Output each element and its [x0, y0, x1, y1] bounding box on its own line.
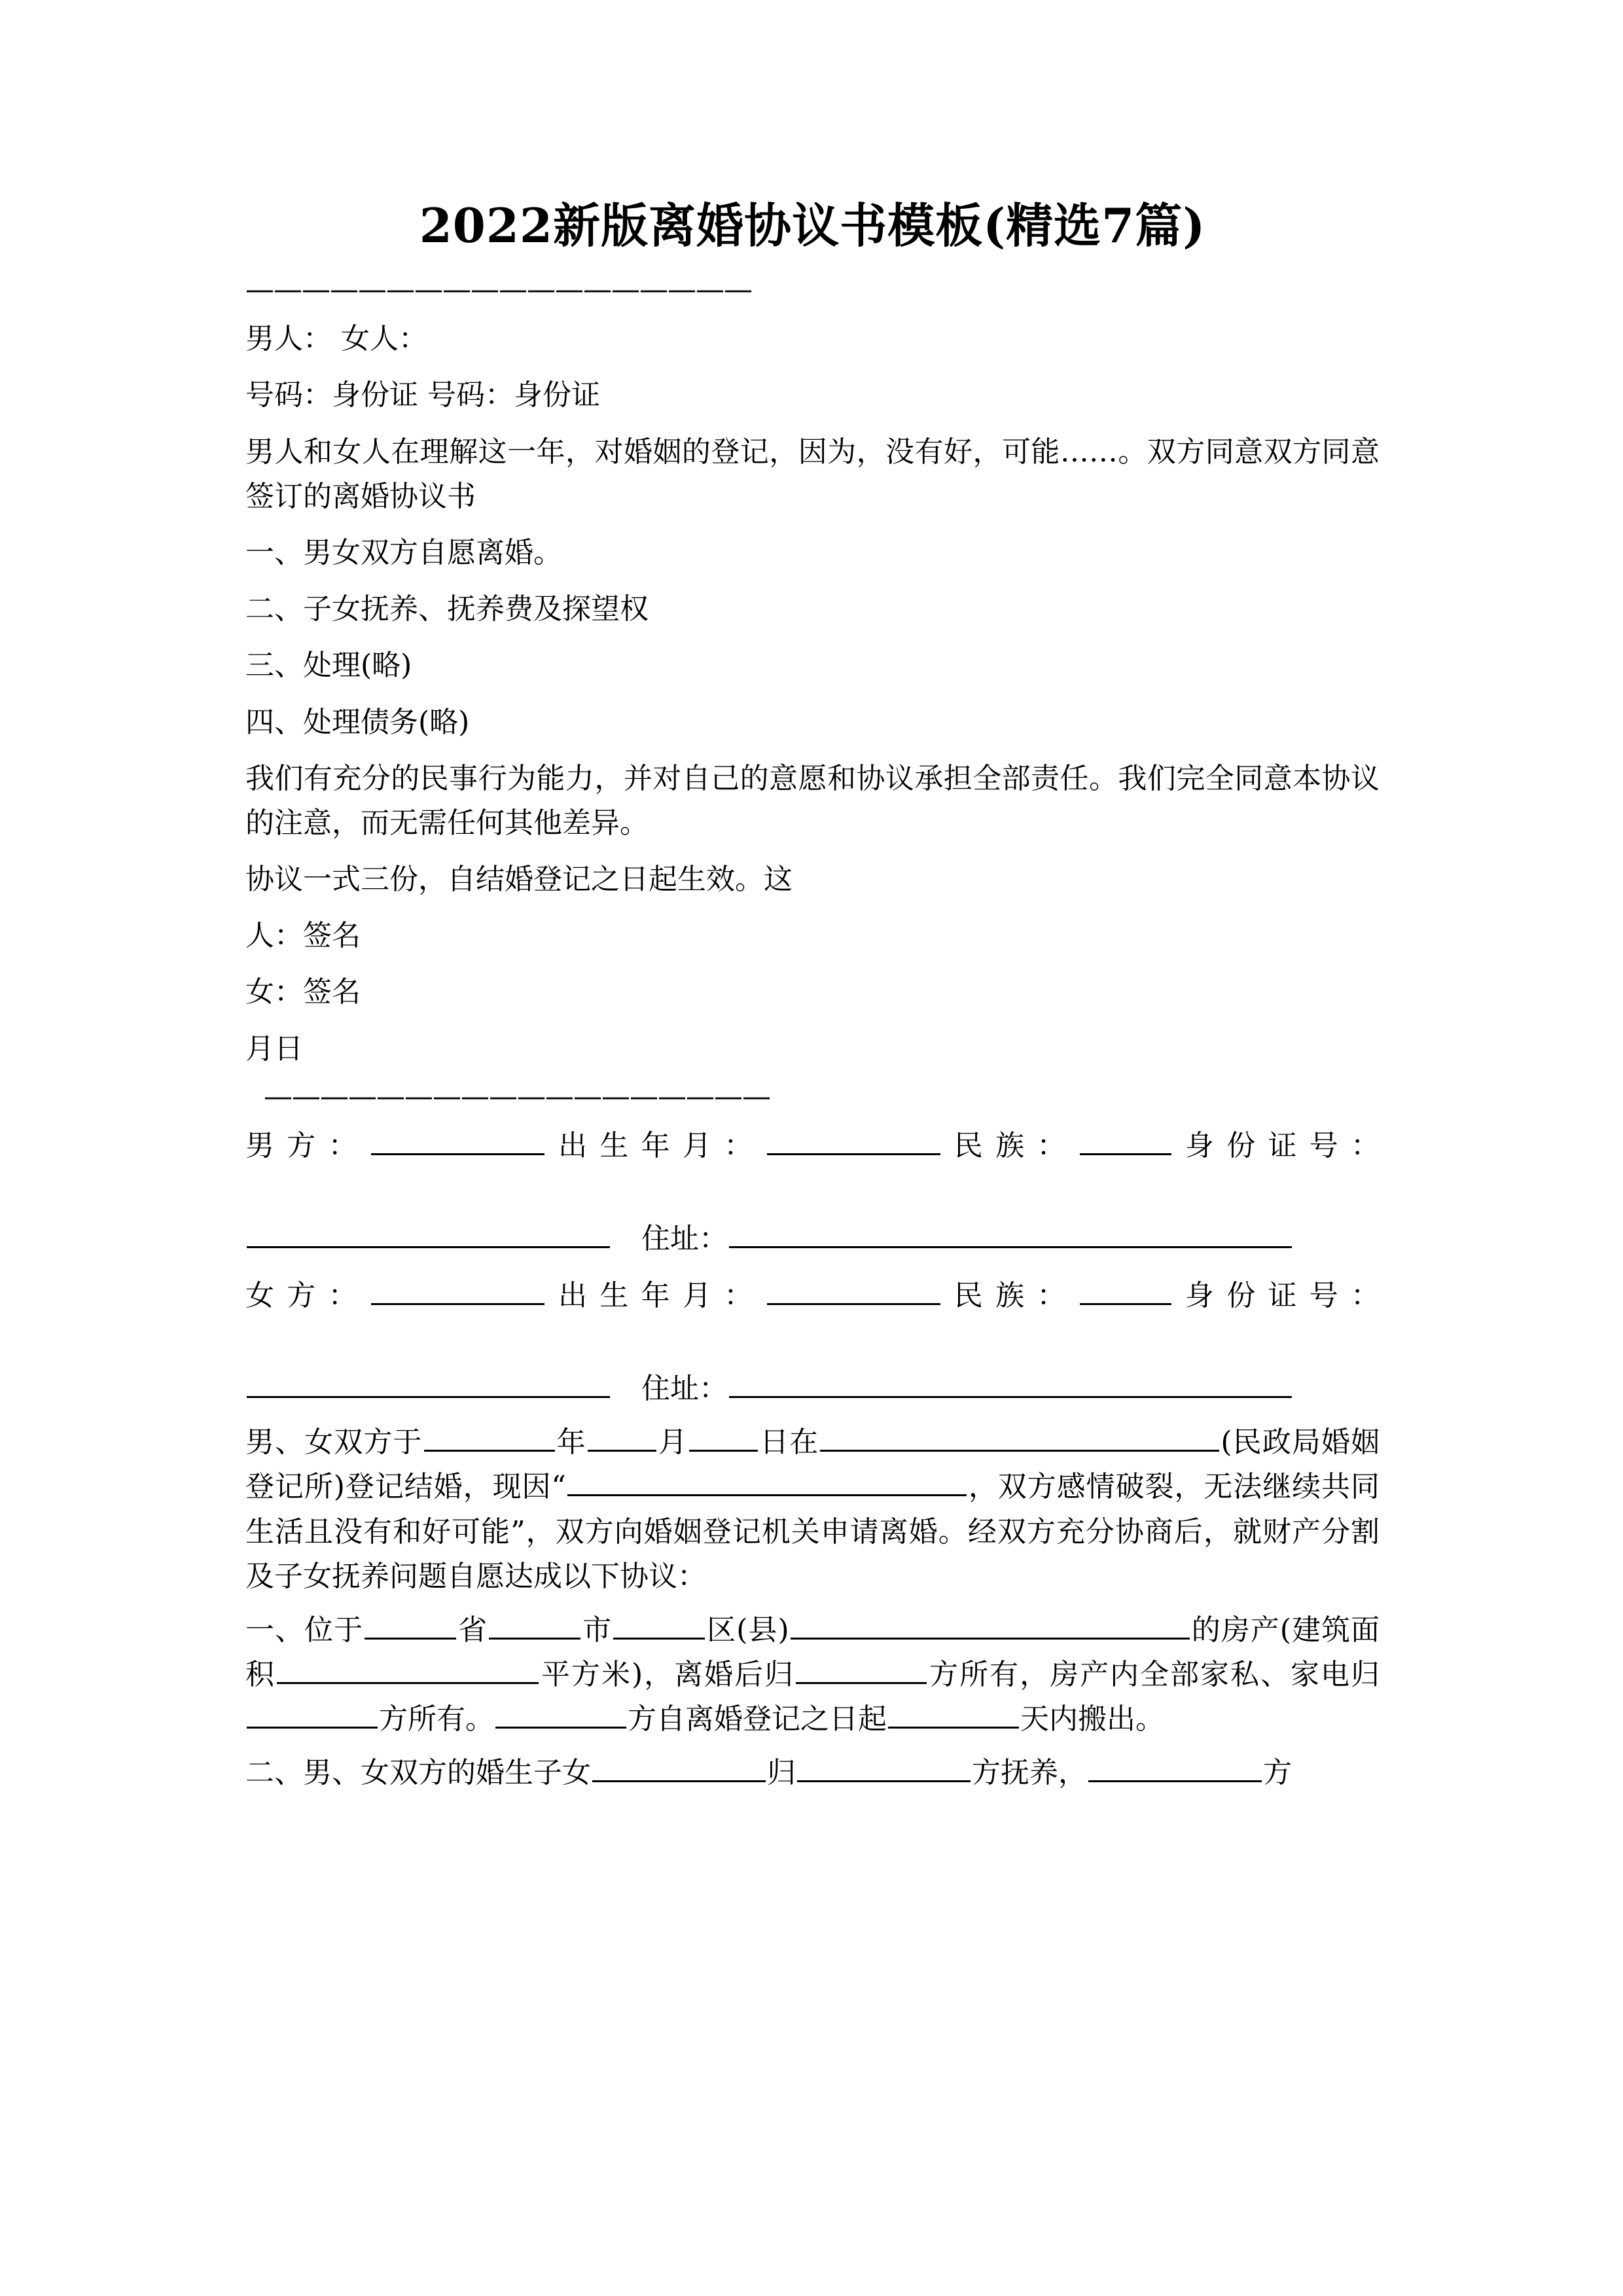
blank-property-owner[interactable] [796, 1657, 927, 1684]
text-district: 区(县) [706, 1613, 789, 1647]
label-male-ethnicity: 民族： [941, 1129, 1079, 1162]
blank-support-party[interactable] [1088, 1755, 1262, 1782]
signature-line-male: 人：签名 [245, 919, 361, 953]
signature-line-female: 女：签名 [245, 975, 361, 1009]
blank-city[interactable] [489, 1613, 580, 1640]
label-female-birth: 出生年月： [545, 1278, 766, 1312]
text-child-to: 归 [767, 1756, 796, 1790]
label-female-party: 女方： [245, 1278, 370, 1312]
blank-marriage-month[interactable] [588, 1425, 656, 1452]
marriage-registration-paragraph [245, 1411, 1380, 1599]
blank-male-birth[interactable] [767, 1128, 940, 1155]
text-custody: 方抚养， [972, 1756, 1087, 1790]
text-registry-suffix: (民政局婚姻登记所)登记结婚，现因“ [245, 1426, 1380, 1504]
text-month: 月 [657, 1426, 688, 1460]
blank-marriage-day[interactable] [689, 1425, 758, 1452]
blank-child-name[interactable] [592, 1755, 766, 1782]
section-separator-top: —————————————————— [245, 273, 752, 306]
label-female-address: 住址： [641, 1371, 728, 1405]
blank-female-address[interactable] [729, 1371, 1292, 1398]
blank-female-name[interactable] [371, 1278, 544, 1305]
form-row-female-party [245, 1262, 1380, 1363]
text-marriage-prefix: 男、女双方于 [245, 1426, 423, 1460]
id-number-label-line: 号码：身份证 号码：身份证 [245, 378, 600, 412]
text-owner-and-furniture: 方所有，房产内全部家私、家电归 [928, 1658, 1380, 1692]
text-city: 市 [582, 1613, 613, 1647]
text-moveout-days: 天内搬出。 [1020, 1702, 1164, 1736]
text-day-at: 日在 [759, 1426, 819, 1460]
form-row-female-address [245, 1363, 1380, 1411]
blank-divorce-reason[interactable] [567, 1469, 967, 1496]
blank-furniture-owner[interactable] [247, 1702, 378, 1729]
text-clause1-prefix: 一、位于 [245, 1613, 364, 1647]
blank-male-ethnicity[interactable] [1080, 1128, 1171, 1155]
clause-item-2: 二、子女抚养、抚养费及探望权 [245, 592, 649, 626]
blank-custody-party[interactable] [797, 1755, 971, 1782]
page-title: 2022新版离婚协议书模板(精选7篇) [419, 198, 1206, 253]
label-male-birth: 出生年月： [545, 1129, 766, 1162]
blank-province[interactable] [365, 1613, 456, 1640]
text-support-party: 方 [1263, 1756, 1292, 1790]
label-male-address: 住址： [641, 1222, 728, 1256]
intro-paragraph: 男人和女人在理解这一年，对婚姻的登记，因为，没有好，可能……。双方同意双方同意签订的离婚协议书 [245, 435, 1380, 513]
blank-male-address[interactable] [729, 1221, 1292, 1248]
text-year: 年 [556, 1426, 586, 1460]
blank-male-name[interactable] [371, 1128, 544, 1155]
signature-date-line: 月日 [245, 1031, 303, 1066]
text-province: 省 [457, 1613, 488, 1647]
document-content [245, 0, 1380, 1796]
blank-floor-area[interactable] [277, 1657, 539, 1684]
clause-item-4: 四、处理债务(略) [245, 705, 470, 739]
text-breakdown: ，双方感情破裂，无法继续共同生活且没有和好可能”，双方向婚姻登记机关申请离婚。经双方充分协商后，就财产分割及子女抚养问题自愿达成以下协议： [245, 1470, 1380, 1593]
blank-district[interactable] [613, 1613, 705, 1640]
blank-moveout-days[interactable] [888, 1702, 1019, 1729]
label-male-id: 身份证号： [1172, 1129, 1380, 1162]
clause-one-property [245, 1599, 1380, 1742]
blank-male-id[interactable] [247, 1221, 610, 1248]
party-label-line: 男人： 女人： [245, 322, 427, 356]
clause-two-children [245, 1742, 1380, 1795]
text-property-area-label: 的房产(建筑面积 [245, 1613, 1380, 1692]
text-area-unit: 平方米)，离婚后归 [540, 1658, 795, 1692]
text-clause2-prefix: 二、男、女双方的婚生子女 [245, 1756, 591, 1790]
blank-female-birth[interactable] [767, 1278, 940, 1305]
text-furniture-owned: 方所有。 [379, 1702, 494, 1736]
text-moveout-from: 方自离婚登记之日起 [628, 1702, 887, 1736]
form-row-male-address [245, 1213, 1380, 1261]
blank-marriage-year[interactable] [424, 1425, 555, 1452]
capacity-paragraph: 我们有充分的民事行为能力，并对自己的意愿和协议承担全部责任。我们完全同意本协议的注意，而无需任何其他差异。 [245, 761, 1380, 840]
form-row-male-party [245, 1112, 1380, 1213]
clause-item-1: 一、男女双方自愿离婚。 [245, 535, 562, 569]
section-separator-middle: —————————————————— [264, 1079, 770, 1112]
effective-date-line: 协议一式三份，自结婚登记之日起生效。这 [245, 863, 793, 897]
clause-item-3: 三、处理(略) [245, 649, 412, 683]
blank-registry-office[interactable] [820, 1425, 1219, 1452]
label-female-ethnicity: 民族： [941, 1278, 1079, 1312]
label-male-party: 男方： [245, 1129, 370, 1162]
label-female-id: 身份证号： [1172, 1278, 1380, 1312]
blank-female-id[interactable] [247, 1371, 610, 1398]
blank-female-ethnicity[interactable] [1080, 1278, 1171, 1305]
blank-moveout-party[interactable] [495, 1702, 626, 1729]
blank-property-address[interactable] [791, 1613, 1190, 1640]
